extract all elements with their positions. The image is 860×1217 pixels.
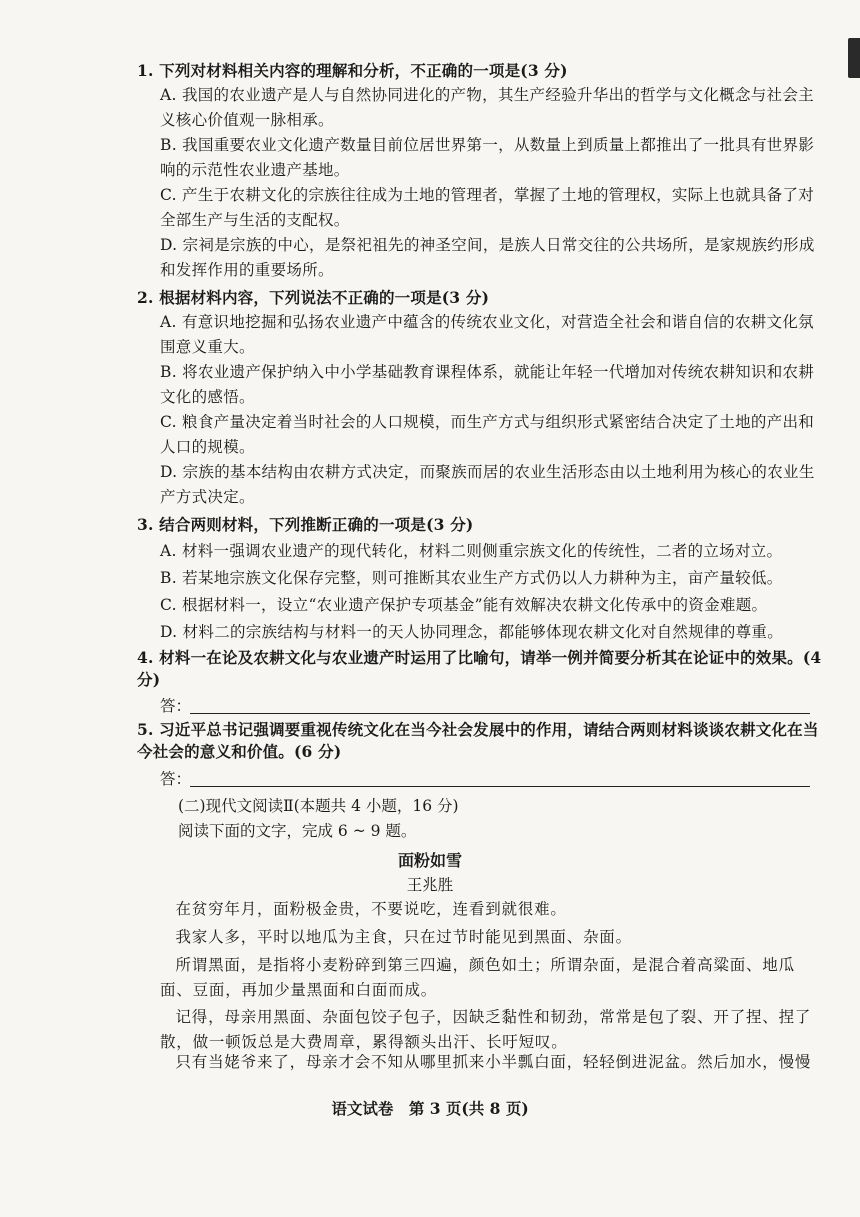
question-4-answer-label: 答： — [160, 697, 192, 715]
question-2-option-b: B. 将农业遗产保护纳入中小学基础教育课程体系，就能让年轻一代增加对传统农耕知识和农耕文化的感悟。 — [160, 363, 815, 406]
question-3-option-c: C. 根据材料一，设立“农业遗产保护专项基金”能有效解决农耕文化传承中的资金难题。 — [160, 596, 768, 614]
article-paragraph-3: 所谓黑面，是指将小麦粉碎到第三四遍，颜色如土；所谓杂面，是混合着高粱面、地瓜面、豆面，再加少量黑面和白面而成。 — [160, 956, 795, 999]
question-3-option-d: D. 材料二的宗族结构与材料一的天人协同理念，都能够体现农耕文化对自然规律的尊重。 — [160, 623, 784, 641]
question-5-answer-area[interactable] — [160, 767, 810, 789]
question-4-stem: 4. 材料一在论及农耕文化与农业遗产时运用了比喻句，请举一例并简要分析其在论证中的效果。(4 分) — [137, 648, 822, 689]
article-author: 王兆胜 — [406, 876, 454, 894]
question-1-option-b: B. 我国重要农业文化遗产数量目前位居世界第一，从数量上到质量上都推出了一批具有世界影响的示范性农业遗产基地。 — [160, 136, 815, 179]
section-heading: (二)现代文阅读Ⅱ(本题共 4 小题，16 分) — [178, 797, 459, 815]
question-1-stem: 1. 下列对材料相关内容的理解和分析，不正确的一项是(3 分) — [137, 61, 568, 80]
section-instruction: 阅读下面的文字，完成 6 ~ 9 题。 — [178, 822, 417, 840]
question-3-stem: 3. 结合两则材料，下列推断正确的一项是(3 分) — [137, 515, 474, 534]
question-2-option-c: C. 粮食产量决定着当时社会的人口规模，而生产方式与组织形式紧密结合决定了土地的产出和人口的规模。 — [160, 413, 815, 456]
page-footer: 语文试卷 第 3 页(共 8 页) — [331, 1099, 529, 1118]
question-5-stem: 5. 习近平总书记强调要重视传统文化在当今社会发展中的作用，请结合两则材料谈谈农耕文化在当今社会的意义和价值。(6 分) — [137, 720, 819, 761]
question-2-option-d: D. 宗族的基本结构由农耕方式决定，而聚族而居的农业生活形态由以土地利用为核心的农业生产方式决定。 — [160, 463, 815, 506]
article-paragraph-5: 只有当姥爷来了，母亲才会不知从哪里抓来小半瓢白面，轻轻倒进泥盆。然后加水，慢慢 — [175, 1053, 812, 1071]
question-5-answer-label: 答： — [160, 770, 192, 788]
question-1-option-a: A. 我国的农业遗产是人与自然协同进化的产物，其生产经验升华出的哲学与文化概念与社会主义核心价值观一脉相承。 — [160, 86, 814, 129]
question-2-stem: 2. 根据材料内容，下列说法不正确的一项是(3 分) — [137, 288, 490, 307]
article-title: 面粉如雪 — [397, 851, 462, 870]
article-paragraph-4: 记得，母亲用黑面、杂面包饺子包子，因缺乏黏性和韧劲，常常是包了裂、开了捏、捏了散，做一顿饭总是大费周章，累得额头出汗、长吁短叹。 — [160, 1008, 812, 1051]
question-5-answer-line — [190, 786, 810, 787]
question-2-option-a: A. 有意识地挖掘和弘扬农业遗产中蕴含的传统农业文化，对营造全社会和谐自信的农耕文化氛围意义重大。 — [160, 313, 814, 356]
question-1-option-c: C. 产生于农耕文化的宗族往往成为土地的管理者，掌握了土地的管理权，实际上也就具备了对全部生产与生活的支配权。 — [160, 186, 815, 229]
page-edge-mark — [848, 38, 860, 78]
article-paragraph-2: 我家人多，平时以地瓜为主食，只在过节时能见到黑面、杂面。 — [175, 928, 632, 946]
question-1-option-d: D. 宗祠是宗族的中心，是祭祀祖先的神圣空间，是族人日常交往的公共场所，是家规族约形成和发挥作用的重要场所。 — [160, 236, 815, 279]
question-3-option-a: A. 材料一强调农业遗产的现代转化，材料二则侧重宗族文化的传统性，二者的立场对立。 — [160, 542, 783, 560]
question-4-answer-line — [190, 713, 810, 714]
question-4-answer-area[interactable] — [160, 694, 810, 716]
question-3-option-b: B. 若某地宗族文化保存完整，则可推断其农业生产方式仍以人力耕种为主，亩产量较低。 — [160, 569, 783, 587]
article-paragraph-1: 在贫穷年月，面粉极金贵，不要说吃，连看到就很难。 — [175, 900, 567, 918]
